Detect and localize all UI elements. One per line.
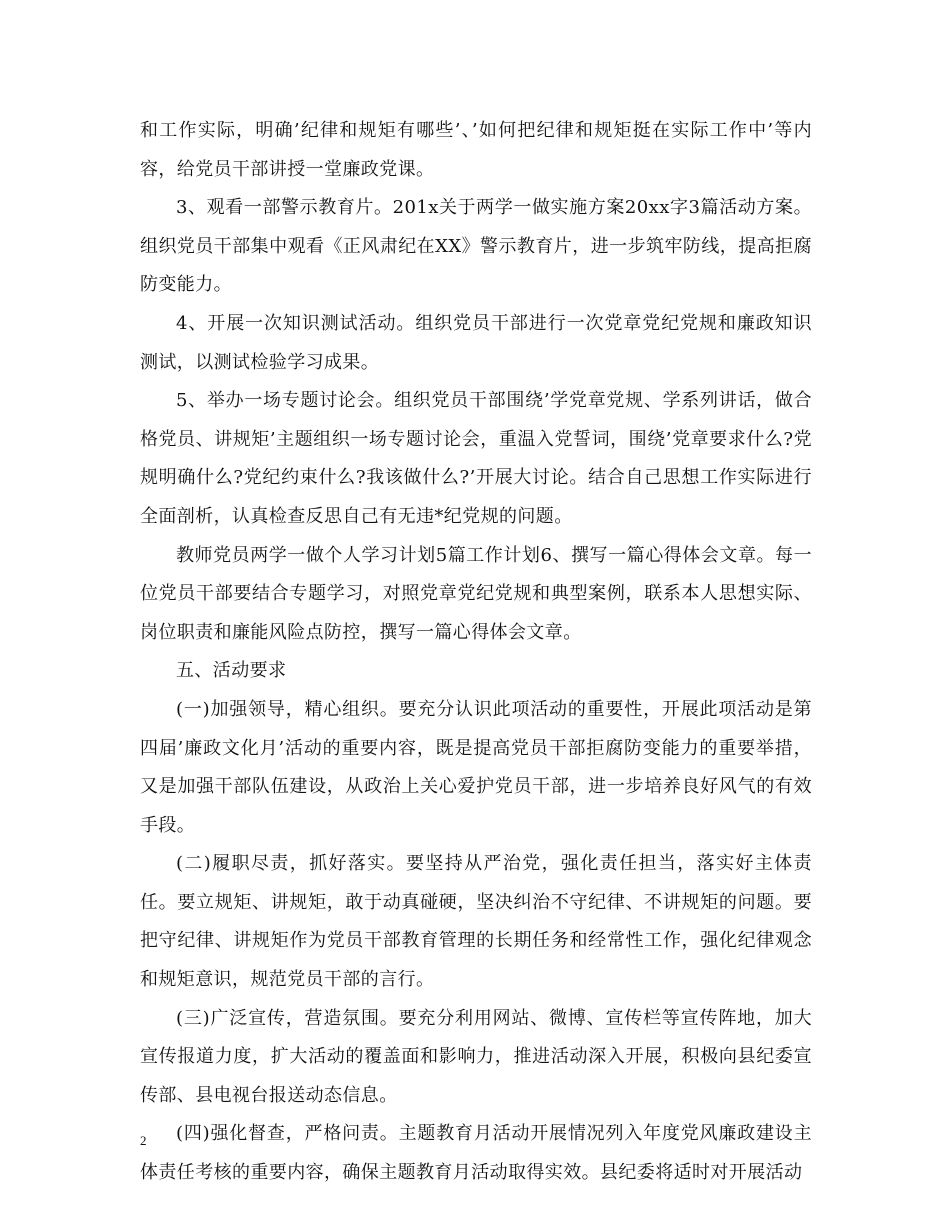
paragraph-1: 和工作实际，明确’纪律和规矩有哪些’、’如何把纪律和规矩挺在实际工作中’等内容，给党员干部讲授一堂廉政党课。 bbox=[140, 120, 812, 180]
paragraph-8: (二)履职尽责，抓好落实。要坚持从严治党，强化责任担当，落实好主体责任。要立规矩、讲规矩，敢于动真碰硬，坚决纠治不守纪律、不讲规矩的问题。要把守纪律、讲规矩作为党员干部教育管理的长期任务和经常性工作，强化纪律观念和规矩意识，规范党员干部的言行。 bbox=[140, 853, 812, 991]
page-number: 2 bbox=[140, 1133, 147, 1148]
paragraph-7: (一)加强领导，精心组织。要充分认识此项活动的重要性，开展此项活动是第四届’廉政文化月’活动的重要内容，既是提高党员干部拒腐防变能力的重要举措，又是加强干部队伍建设，从政治上关心爱护党员干部，进一步培养良好风气的有效手段。 bbox=[140, 698, 812, 836]
document-body bbox=[140, 112, 812, 1193]
paragraph-10: (四)强化督查，严格问责。主题教育月活动开展情况列入年度党风廉政建设主体责任考核的重要内容，确保主题教育月活动取得实效。县纪委将适时对开展活动 bbox=[140, 1123, 812, 1184]
paragraph-5: 教师党员两学一做个人学习计划5篇工作计划6、撰写一篇心得体会文章。每一位党员干部要结合专题学习，对照党章党纪党规和典型案例，联系本人思想实际、岗位职责和廉能风险点防控，撰写一篇心得体会文章。 bbox=[140, 544, 812, 643]
section-heading: 五、活动要求 bbox=[176, 660, 287, 682]
paragraph-3: 4、开展一次知识测试活动。组织党员干部进行一次党章党纪党规和廉政知识测试，以测试检验学习成果。 bbox=[140, 312, 812, 373]
paragraph-4: 5、举办一场专题讨论会。组织党员干部围绕’学党章党规、学系列讲话，做合格党员、讲规矩’主题组织一场专题讨论会，重温入党誓词，围绕’党章要求什么?党规明确什么?党纪约束什么?我该做什么?’开展大讨论。结合自己思想工作实际进行全面剖析，认真检查反思自己有无违*纪党规的问题。 bbox=[140, 390, 812, 527]
paragraph-2: 3、观看一部警示教育片。201x关于两学一做实施方案20xx字3篇活动方案。组织党员干部集中观看《正风肃纪在XX》警示教育片，进一步筑牢防线，提高拒腐防变能力。 bbox=[140, 197, 812, 296]
paragraph-9: (三)广泛宣传，营造氛围。要充分利用网站、微博、宣传栏等宣传阵地，加大宣传报道力度，扩大活动的覆盖面和影响力，推进活动深入开展，积极向县纪委宣传部、县电视台报送动态信息。 bbox=[140, 1007, 812, 1106]
